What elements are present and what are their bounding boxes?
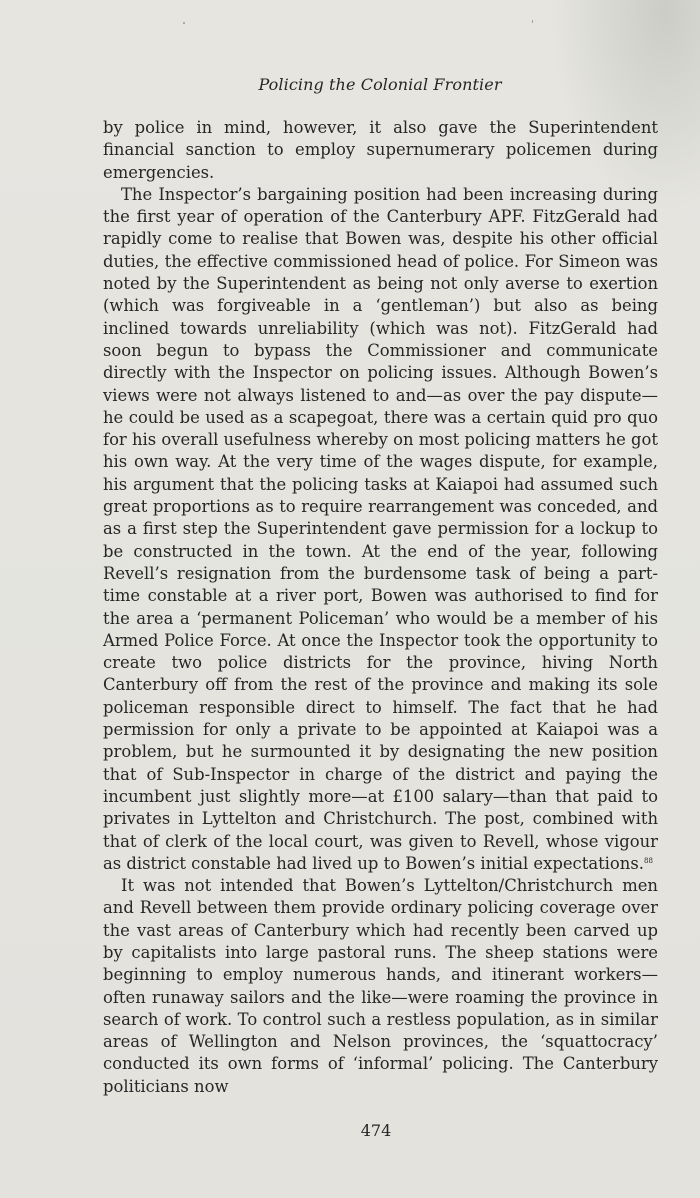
print-speck (183, 22, 185, 24)
paragraph-2-text: The Inspector’s bargaining position had been increasing during the first year of operation of the Canterbury APF. FitzGerald had rapidly come to realise that Bowen was, despite his other official duties, the effective commissioned head of police. For Simeon was noted by the Superintendent as being not only averse to exertion (which was forgiveable in a ‘gentleman’) but also as being inclined towards unreliability (which was not). FitzGerald had soon begun to bypass the Commissioner and communicate directly with the Inspector on policing issues. Although Bowen’s views were not always listened to and—as over the pay dispute—he could be used as a scapegoat, there was a certain quid pro quo for his overall usefulness whereby on most policing matters he got his own way. At the very time of the wages dispute, for example, his argument that the policing tasks at Kaiapoi had assumed such great proportions as to require rearrangement was conceded, and as a first step the Superintendent gave permission for a lockup to be constructed in the town. At the end of the year, following Revell’s resignation from the burdensome task of being a part-time constable at a river port, Bowen was authorised to find for the area a ‘permanent Policeman’ who would be a member of his Armed Police Force. At once the Inspector took the opportunity to create two police districts for the province, hiving North Canterbury off from the rest of the province and making its sole policeman responsible direct to himself. The fact that he had permission for only a private to be appointed at Kaiapoi was a problem, but he surmounted it by designating the new position that of Sub-Inspector in charge of the district and paying the incumbent just slightly more—at £100 salary—than that paid to privates in Lyttelton and Christchurch. The post, combined with that of clerk of the local court, was given to Revell, whose vigour as district constable had lived up to Bowen’s initial expectations. (103, 184, 658, 873)
footnote-ref-88: 88 (643, 856, 653, 865)
body-text (103, 117, 658, 1098)
running-head: Policing the Colonial Frontier (258, 75, 502, 94)
print-speck (532, 20, 533, 23)
paragraph-2 (103, 184, 658, 875)
paragraph-3: It was not intended that Bowen’s Lyttelton/Christchurch men and Revell between them provide ordinary policing coverage over the vast areas of Canterbury which had recently been carved up by capitalists into large pastoral runs. The sheep stations were beginning to employ numerous hands, and itinerant workers—often runaway sailors and the like—were roaming the province in search of work. To control such a restless population, as in similar areas of Wellington and Nelson provinces, the ‘squattocracy’ conducted its own forms of ‘informal’ policing. The Canterbury politicians now (103, 876, 658, 1096)
paragraph-1: by police in mind, however, it also gave the Superintendent financial sanction to employ supernumerary policemen during emergencies. (103, 118, 658, 182)
page-number: 474 (360, 1121, 392, 1140)
